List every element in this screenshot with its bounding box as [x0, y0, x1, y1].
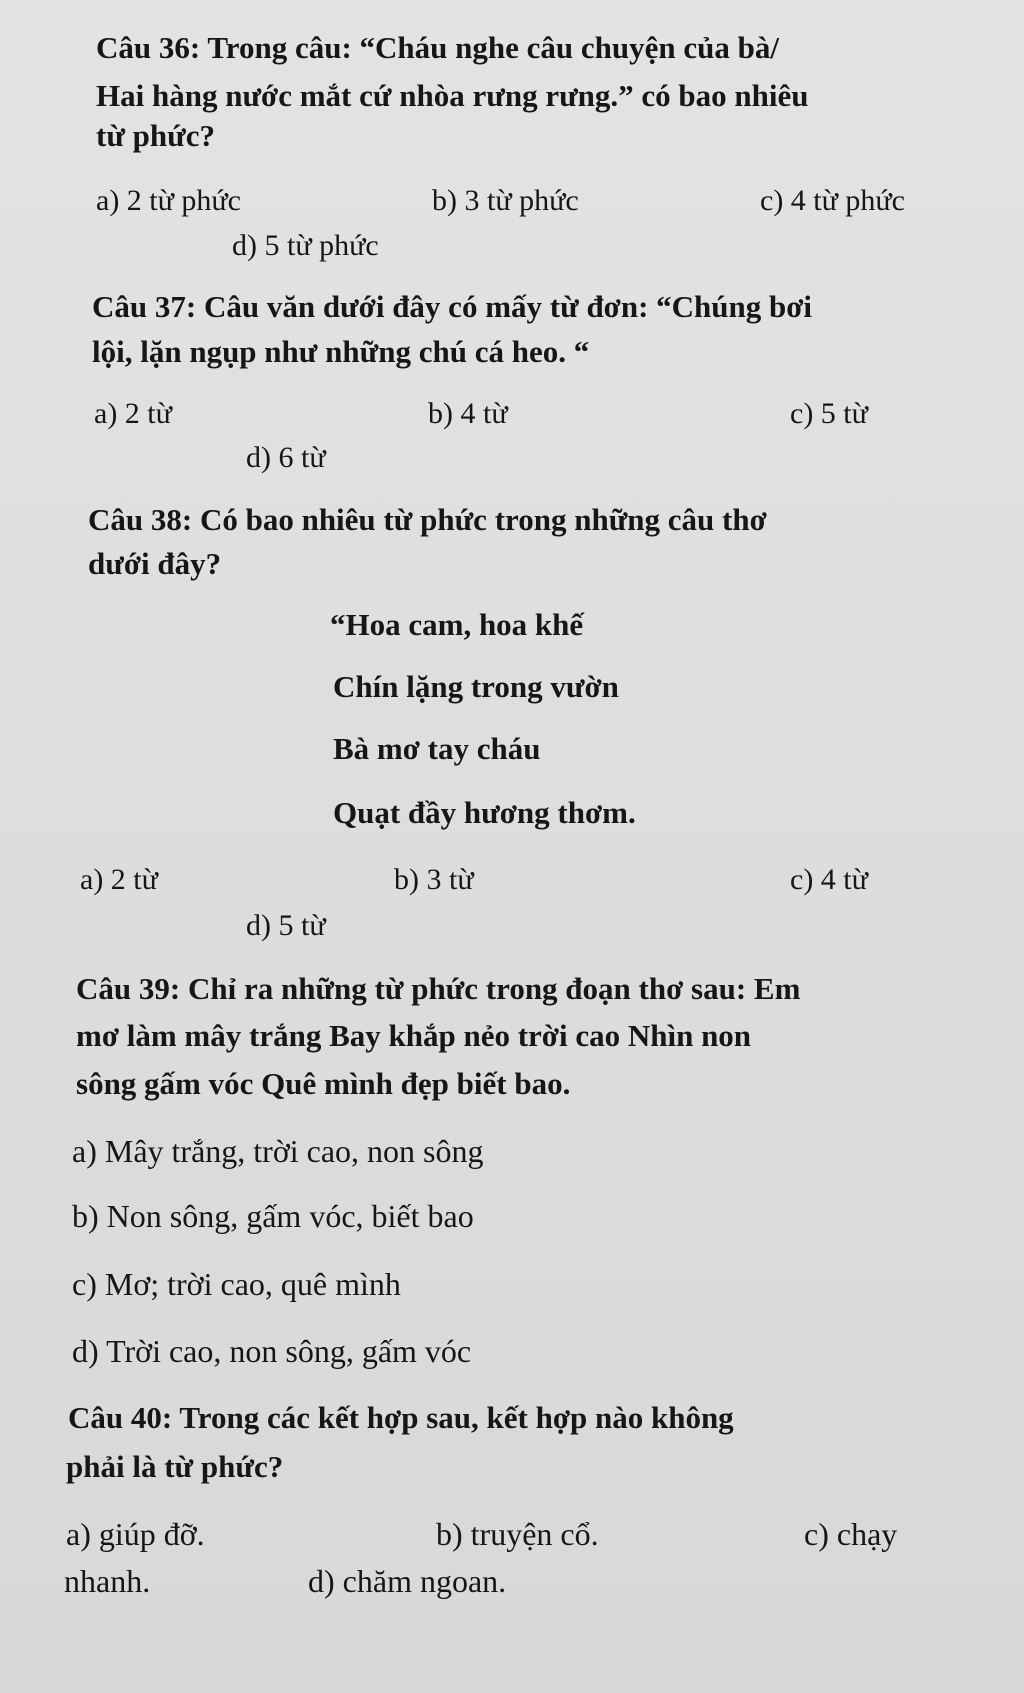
question-40-line-1: Câu 40: Trong các kết hợp sau, kết hợp nào không	[68, 1400, 734, 1435]
question-36-option-a: a) 2 từ phức	[96, 184, 241, 217]
poem-line-4: Quạt đầy hương thơm.	[333, 795, 636, 830]
question-39-line-1: Câu 39: Chỉ ra những từ phức trong đoạn thơ sau: Em	[76, 971, 801, 1006]
question-37-line-1: Câu 37: Câu văn dưới đây có mấy từ đơn: “Chúng bơi	[92, 289, 813, 324]
question-39-option-b: b) Non sông, gấm vóc, biết bao	[72, 1198, 474, 1234]
question-36-line-3: từ phức?	[96, 118, 216, 153]
question-38-line-1: Câu 38: Có bao nhiêu từ phức trong những câu thơ	[88, 502, 767, 537]
question-39-line-3: sông gấm vóc Quê mình đẹp biết bao.	[76, 1066, 571, 1101]
question-36-line-2: Hai hàng nước mắt cứ nhòa rưng rưng.” có bao nhiêu	[96, 78, 809, 113]
question-39-option-c: c) Mơ; trời cao, quê mình	[72, 1266, 401, 1302]
question-38-option-a: a) 2 từ	[80, 863, 158, 896]
question-37-line-2: lội, lặn ngụp như những chú cá heo. “	[92, 334, 590, 369]
question-40-option-c-continued: nhanh.	[64, 1563, 151, 1599]
question-37-option-a: a) 2 từ	[94, 397, 172, 430]
question-36-option-c: c) 4 từ phức	[760, 184, 905, 217]
question-36-option-b: b) 3 từ phức	[432, 184, 579, 217]
question-40-line-2: phải là từ phức?	[66, 1449, 284, 1484]
question-38-option-d: d) 5 từ	[246, 909, 326, 942]
question-39-option-a: a) Mây trắng, trời cao, non sông	[72, 1133, 484, 1169]
question-38-option-b: b) 3 từ	[394, 863, 474, 896]
poem-line-3: Bà mơ tay cháu	[333, 731, 541, 766]
question-39-line-2: mơ làm mây trắng Bay khắp nẻo trời cao Nhìn non	[76, 1018, 752, 1053]
question-40-option-b: b) truyện cổ.	[436, 1516, 599, 1552]
question-36-option-d: d) 5 từ phức	[232, 229, 379, 262]
question-37-option-c: c) 5 từ	[790, 397, 868, 430]
question-40-option-c: c) chạy	[804, 1516, 898, 1552]
question-36-line-1: Câu 36: Trong câu: “Cháu nghe câu chuyện của bà/	[96, 30, 779, 65]
question-38-option-c: c) 4 từ	[790, 863, 868, 896]
question-37-option-d: d) 6 từ	[246, 441, 326, 474]
question-38-line-2: dưới đây?	[88, 546, 222, 581]
poem-line-2: Chín lặng trong vườn	[333, 669, 619, 704]
question-39-option-d: d) Trời cao, non sông, gấm vóc	[72, 1333, 472, 1369]
question-40-option-a: a) giúp đỡ.	[66, 1516, 205, 1552]
question-40-option-d: d) chăm ngoan.	[308, 1563, 507, 1599]
poem-line-1: “Hoa cam, hoa khế	[330, 607, 584, 642]
question-37-option-b: b) 4 từ	[428, 397, 508, 430]
